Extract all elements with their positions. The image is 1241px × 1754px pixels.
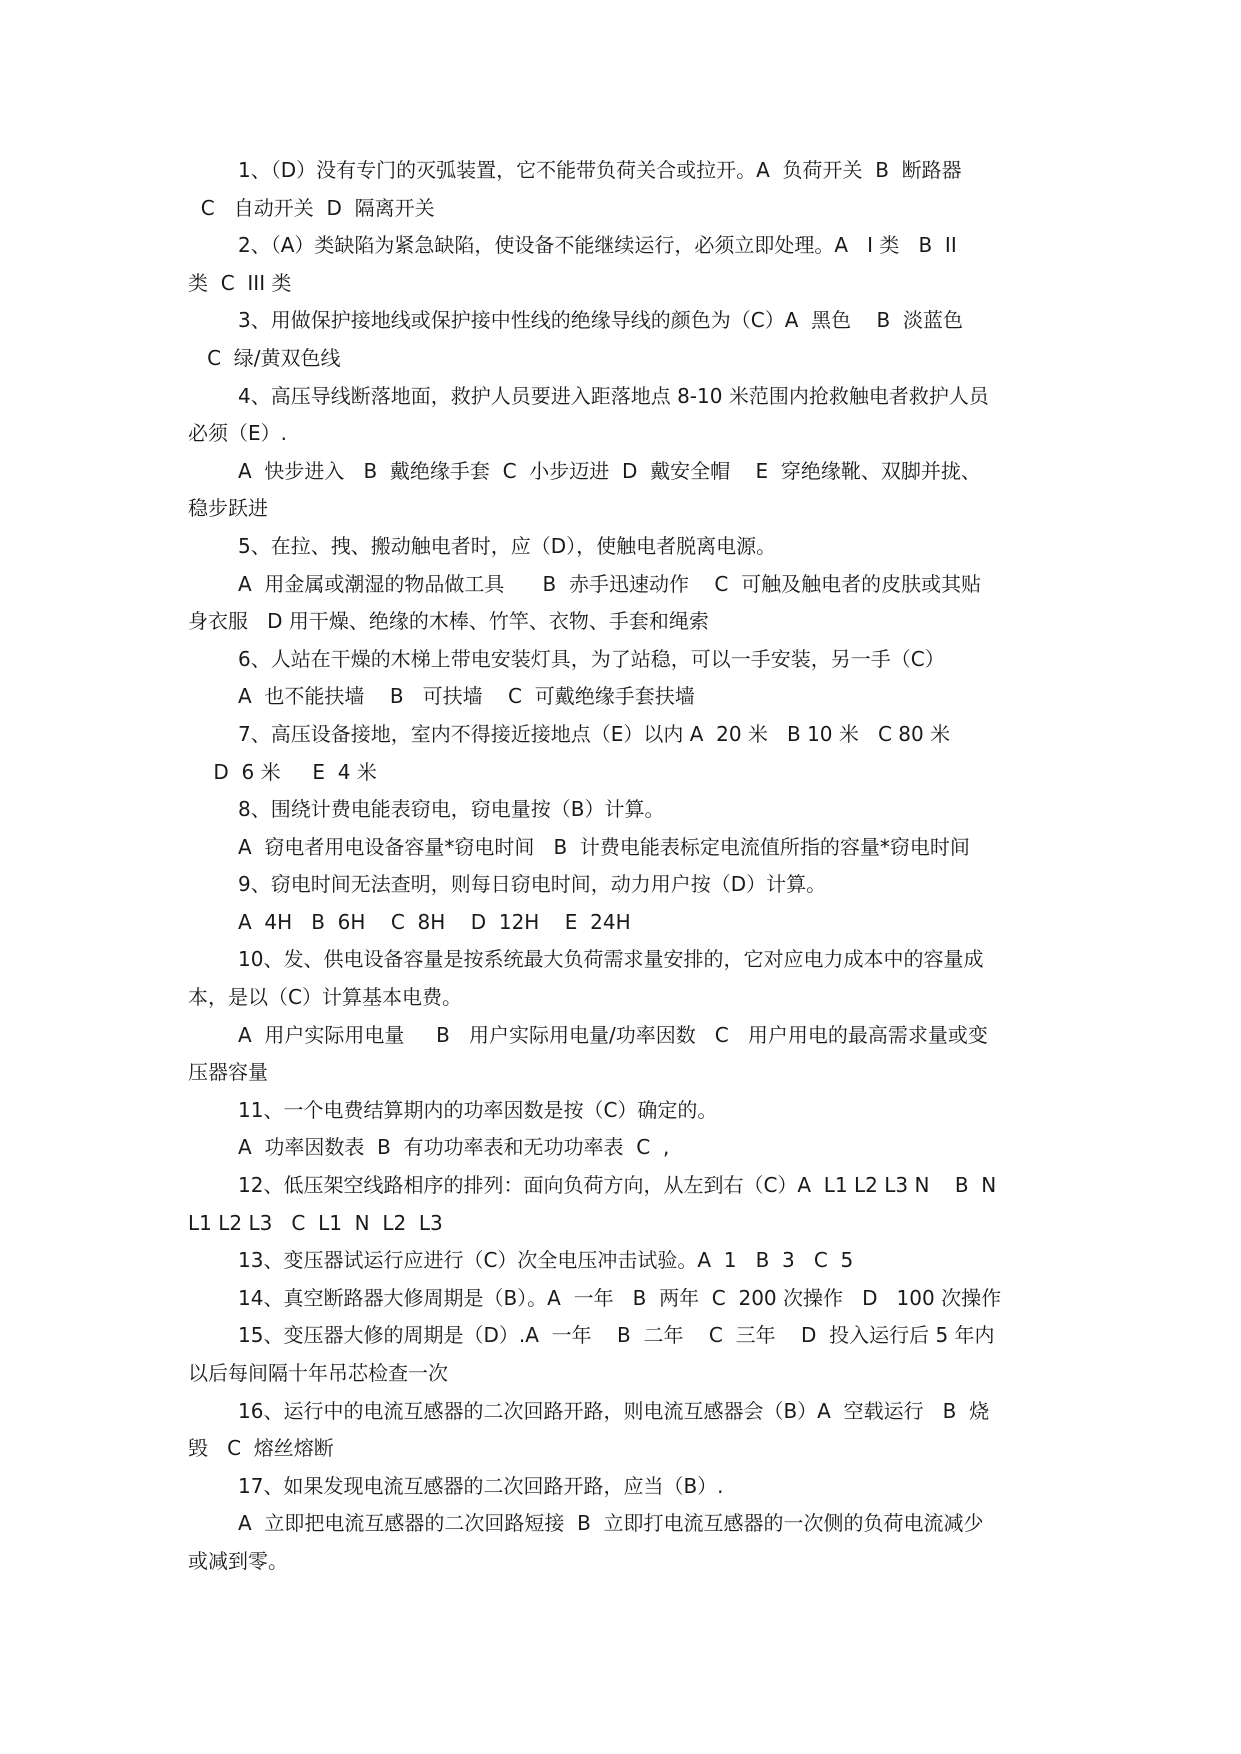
text-line: 本，是以（C）计算基本电费。 [188, 985, 462, 1010]
text-line: D 6 米 E 4 米 [188, 759, 377, 784]
text-line: 10、发、供电设备容量是按系统最大负荷需求量安排的，它对应电力成本中的容量成 [238, 947, 984, 972]
text-line: 1、（D）没有专门的灭弧装置，它不能带负荷关合或拉开。A 负荷开关 B 断路器 [238, 158, 962, 182]
text-line: 6、人站在干燥的木梯上带电安装灯具，为了站稳，可以一手安装，另一手（C） [238, 646, 945, 671]
text-line: 13、变压器试运行应进行（C）次全电压冲击试验。A 1 B 3 C 5 [238, 1248, 854, 1273]
text-line: 类 C III 类 [188, 270, 292, 295]
text-line: 或减到零。 [188, 1548, 288, 1573]
text-line: 2、（A）类缺陷为紧急缺陷，使设备不能继续运行，必须立即处理。A I 类 B II [238, 233, 957, 258]
text-line: 4、高压导线断落地面，救护人员要进入距落地点 8-10 米范围内抢救触电者救护人员 [238, 383, 989, 408]
text-line: 稳步跃进 [188, 496, 268, 521]
text-line: C 绿/黄双色线 [188, 345, 341, 370]
text-line: 压器容量 [188, 1060, 268, 1085]
text-line: A 功率因数表 B 有功功率表和无功功率表 C , [238, 1135, 670, 1160]
text-line: A 用金属或潮湿的物品做工具 B 赤手迅速动作 C 可触及触电者的皮肤或其贴 [238, 571, 982, 596]
text-line: A 窃电者用电设备容量*窃电时间 B 计费电能表标定电流值所指的容量*窃电时间 [238, 834, 970, 859]
text-line: A 用户实际用电量 B 用户实际用电量/功率因数 C 用户用电的最高需求量或变 [238, 1022, 988, 1047]
text-line: 11、一个电费结算期内的功率因数是按（C）确定的。 [238, 1097, 718, 1122]
text-line: A 4H B 6H C 8H D 12H E 24H [238, 909, 631, 934]
text-line: 身衣服 D 用干燥、绝缘的木棒、竹竿、衣物、手套和绳索 [188, 609, 709, 634]
text-line: 16、运行中的电流互感器的二次回路开路，则电流互感器会（B）A 空载运行 B 烧 [238, 1398, 990, 1423]
document-body [188, 152, 1054, 1581]
text-line: 15、变压器大修的周期是（D）.A 一年 B 二年 C 三年 D 投入运行后 5 年内 [238, 1323, 995, 1348]
text-line: 14、真空断路器大修周期是（B）。A 一年 B 两年 C 200 次操作 D 100 次操作 [238, 1285, 1002, 1310]
text-line: 12、低压架空线路相序的排列：面向负荷方向，从左到右（C）A L1 L2 L3 N B N [238, 1173, 997, 1198]
text-line: 8、围绕计费电能表窃电，窃电量按（B）计算。 [238, 797, 665, 822]
text-line: 3、用做保护接地线或保护接中性线的绝缘导线的颜色为（C）A 黑色 B 淡蓝色 [238, 308, 963, 333]
text-line: C 自动开关 D 隔离开关 [188, 195, 435, 220]
text-line: L1 L2 L3 C L1 N L2 L3 [188, 1210, 443, 1235]
text-line: 必须（E）. [188, 421, 287, 446]
text-line: 毁 C 熔丝熔断 [188, 1436, 334, 1461]
text-line: 以后每间隔十年吊芯检查一次 [188, 1361, 448, 1385]
text-line: A 也不能扶墙 B 可扶墙 C 可戴绝缘手套扶墙 [238, 684, 695, 709]
text-line: 17、如果发现电流互感器的二次回路开路，应当（B）. [238, 1473, 724, 1498]
text-line: A 快步进入 B 戴绝缘手套 C 小步迈进 D 戴安全帽 E 穿绝缘靴、双脚并拢、 [238, 458, 981, 483]
text-line: 7、高压设备接地，室内不得接近接地点（E）以内 A 20 米 B 10 米 C 80 米 [238, 721, 951, 746]
text-line: A 立即把电流互感器的二次回路短接 B 立即打电流互感器的一次侧的负荷电流减少 [238, 1511, 984, 1536]
text-line: 9、窃电时间无法查明，则每日窃电时间，动力用户按（D）计算。 [238, 872, 827, 897]
text-line: 5、在拉、拽、搬动触电者时，应（D），使触电者脱离电源。 [238, 533, 777, 558]
